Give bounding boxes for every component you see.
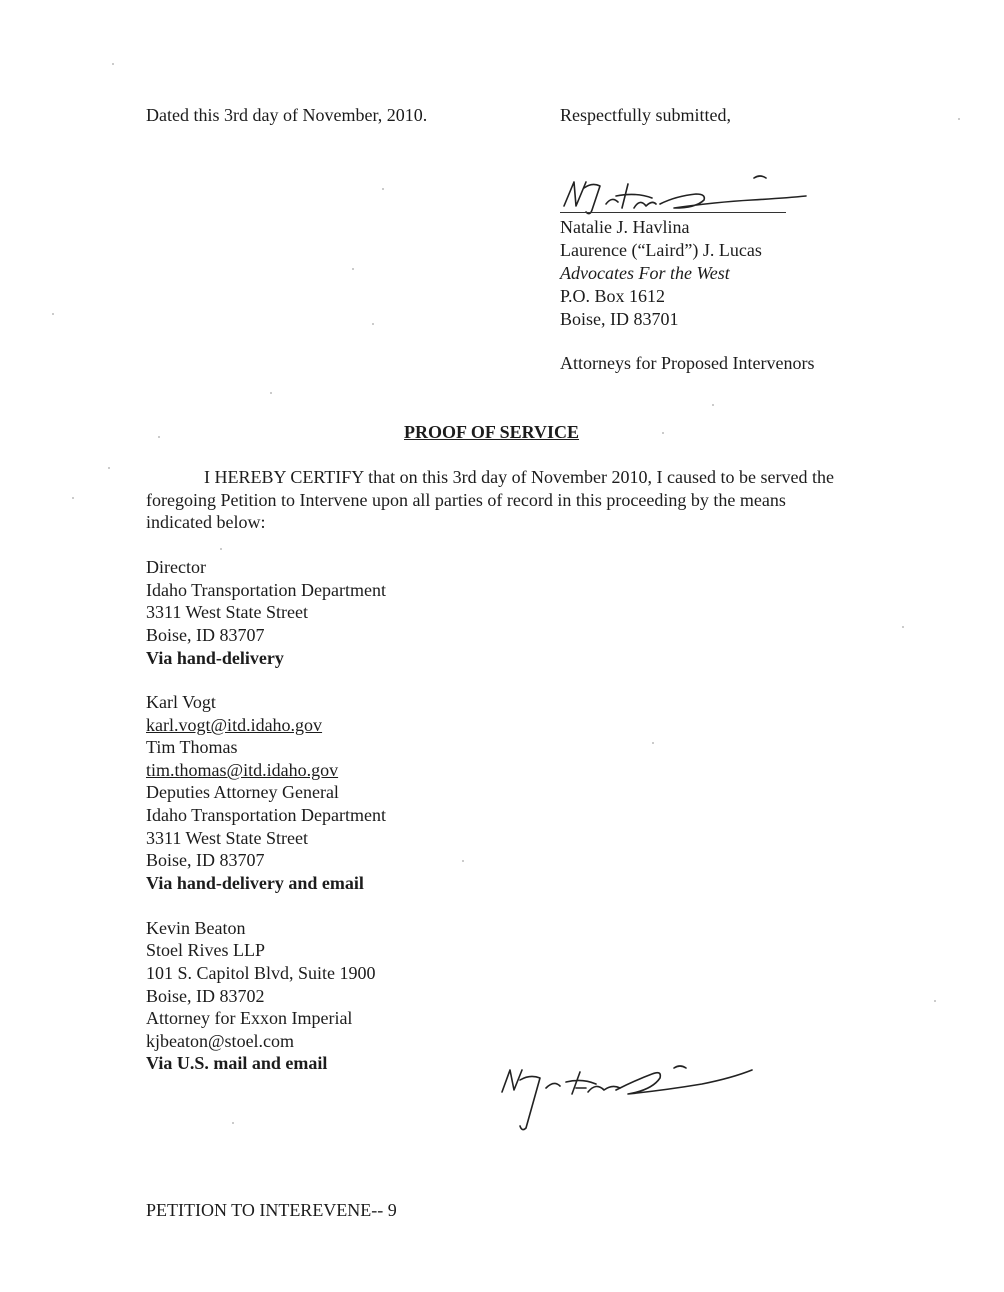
recipient-2-line: Tim Thomas (146, 737, 238, 757)
firm-name: Advocates For the West (560, 263, 730, 283)
certification-text: I HEREBY CERTIFY that on this 3rd day of November 2010, I caused to be served the foregoing Petition to Intervene upon all parties of record in this proceeding by the means indicated below: (146, 467, 834, 533)
speck (72, 497, 74, 499)
dated-line: Dated this 3rd day of November, 2010. (146, 105, 428, 125)
speck (52, 313, 54, 315)
recipient-3-line: Stoel Rives LLP (146, 940, 266, 960)
speck (158, 436, 160, 438)
co-counsel-name: Laurence (“Laird”) J. Lucas (560, 240, 762, 260)
speck (902, 626, 904, 628)
speck (462, 860, 464, 862)
certification-paragraph (146, 466, 856, 534)
signer-name: Natalie J. Havlina (560, 217, 690, 237)
recipient-2-line: 3311 West State Street (146, 828, 309, 848)
attorneys-for: Attorneys for Proposed Intervenors (560, 353, 815, 373)
speck (934, 1000, 936, 1002)
speck (382, 188, 384, 190)
speck (112, 63, 114, 65)
proof-of-service-title: PROOF OF SERVICE (404, 422, 580, 442)
recipient-1-line: 3311 West State Street (146, 602, 309, 622)
signature-top-icon (556, 168, 816, 218)
recipient-1-method: Via hand-delivery (146, 648, 284, 668)
email-link-karl-vogt[interactable]: karl.vogt@itd.idaho.gov (146, 715, 323, 735)
recipient-2-line: Karl Vogt (146, 692, 216, 712)
speck (232, 1122, 234, 1124)
speck (270, 392, 272, 394)
city-state-zip: Boise, ID 83701 (560, 309, 679, 329)
recipient-2-method: Via hand-delivery and email (146, 873, 364, 893)
recipient-3-line: Boise, ID 83702 (146, 986, 265, 1006)
speck (220, 548, 222, 550)
speck (652, 742, 654, 744)
signature-bottom-icon (496, 1058, 758, 1134)
recipient-3-line: Attorney for Exxon Imperial (146, 1008, 353, 1028)
recipient-2-line: Idaho Transportation Department (146, 805, 386, 825)
speck (662, 432, 664, 434)
recipient-3-line: Kevin Beaton (146, 918, 246, 938)
recipient-1-line: Director (146, 557, 206, 577)
respectfully-submitted: Respectfully submitted, (560, 105, 731, 125)
footer-page-label: PETITION TO INTEREVENE-- 9 (146, 1200, 397, 1220)
speck (352, 268, 354, 270)
recipient-2-line: Boise, ID 83707 (146, 850, 265, 870)
po-box: P.O. Box 1612 (560, 286, 666, 306)
recipient-3-line: kjbeaton@stoel.com (146, 1031, 295, 1051)
recipient-2-line: Deputies Attorney General (146, 782, 339, 802)
email-link-tim-thomas[interactable]: tim.thomas@itd.idaho.gov (146, 760, 339, 780)
recipient-1-line: Idaho Transportation Department (146, 580, 386, 600)
signature-line (560, 212, 786, 213)
speck (712, 404, 714, 406)
recipient-3-method: Via U.S. mail and email (146, 1053, 328, 1073)
recipient-3-line: 101 S. Capitol Blvd, Suite 1900 (146, 963, 376, 983)
speck (372, 323, 374, 325)
speck (958, 118, 960, 120)
speck (108, 467, 110, 469)
recipient-1-line: Boise, ID 83707 (146, 625, 265, 645)
